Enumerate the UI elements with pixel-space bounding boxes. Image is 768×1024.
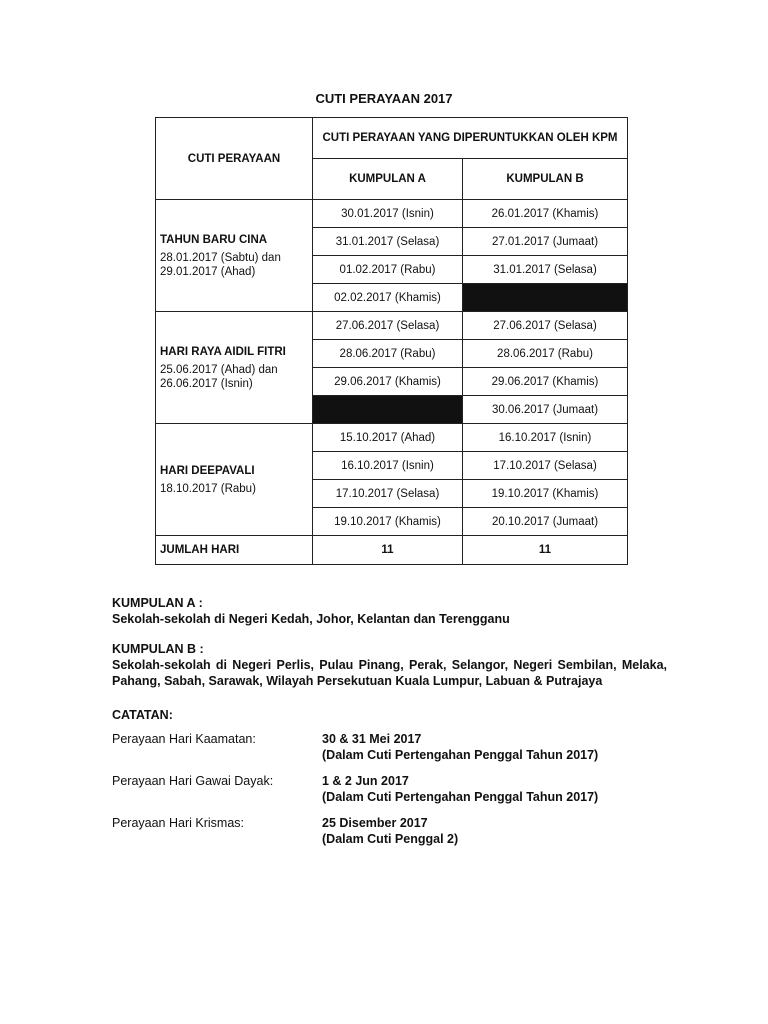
header-group-a: KUMPULAN A xyxy=(313,159,463,200)
date-cell-b: 27.01.2017 (Jumaat) xyxy=(463,228,628,256)
date-cell-b: 16.10.2017 (Isnin) xyxy=(463,424,628,452)
festival-date: 28.01.2017 (Sabtu) dan 29.01.2017 (Ahad) xyxy=(160,251,281,278)
header-group-b: KUMPULAN B xyxy=(463,159,628,200)
catatan-note: (Dalam Cuti Pertengahan Penggal Tahun 2017) xyxy=(322,790,599,804)
holiday-table xyxy=(155,117,628,565)
catatan-item xyxy=(112,731,667,763)
date-cell-a: 17.10.2017 (Selasa) xyxy=(313,480,463,508)
date-cell-b: 19.10.2017 (Khamis) xyxy=(463,480,628,508)
date-cell-a: 31.01.2017 (Selasa) xyxy=(313,228,463,256)
catatan-date: 1 & 2 Jun 2017 xyxy=(322,774,409,788)
table-row xyxy=(156,424,628,452)
date-cell-b: 26.01.2017 (Khamis) xyxy=(463,200,628,228)
date-cell-a: 19.10.2017 (Khamis) xyxy=(313,508,463,536)
group-b-title: KUMPULAN B : xyxy=(112,642,204,656)
festival-cell xyxy=(156,424,313,536)
date-cell-b: 28.06.2017 (Rabu) xyxy=(463,340,628,368)
date-cell-a: 28.06.2017 (Rabu) xyxy=(313,340,463,368)
total-group-b: 11 xyxy=(463,536,628,565)
header-allocated: CUTI PERAYAAN YANG DIPERUNTUKKAN OLEH KPM xyxy=(313,118,628,159)
catatan-item xyxy=(112,815,667,847)
date-cell-a: 01.02.2017 (Rabu) xyxy=(313,256,463,284)
date-cell-a: 15.10.2017 (Ahad) xyxy=(313,424,463,452)
festival-name: TAHUN BARU CINA xyxy=(160,233,268,246)
festival-date: 18.10.2017 (Rabu) xyxy=(160,482,256,495)
catatan-item xyxy=(112,773,667,805)
blocked-cell xyxy=(313,396,463,424)
date-cell-a: 02.02.2017 (Khamis) xyxy=(313,284,463,312)
group-b-text: Sekolah-sekolah di Negeri Perlis, Pulau Pinang, Perak, Selangor, Negeri Sembilan, Melaka, Pahang, Sabah, Sarawak, Wilayah Persekutuan Kuala Lumpur, Labuan & Putrajaya xyxy=(112,658,667,688)
date-cell-a: 27.06.2017 (Selasa) xyxy=(313,312,463,340)
catatan-label: Perayaan Hari Kaamatan: xyxy=(112,732,256,746)
catatan-date: 25 Disember 2017 xyxy=(322,816,428,830)
date-cell-b: 17.10.2017 (Selasa) xyxy=(463,452,628,480)
festival-name: HARI RAYA AIDIL FITRI xyxy=(160,345,286,358)
catatan-label: Perayaan Hari Krismas: xyxy=(112,816,244,830)
group-a-title: KUMPULAN A : xyxy=(112,596,203,610)
catatan-note: (Dalam Cuti Pertengahan Penggal Tahun 2017) xyxy=(322,748,599,762)
total-group-a: 11 xyxy=(313,536,463,565)
catatan-value xyxy=(322,815,667,847)
date-cell-a: 16.10.2017 (Isnin) xyxy=(313,452,463,480)
catatan-date: 30 & 31 Mei 2017 xyxy=(322,732,422,746)
catatan-value xyxy=(322,731,667,763)
group-a-text: Sekolah-sekolah di Negeri Kedah, Johor, Kelantan dan Terengganu xyxy=(112,612,510,626)
table-row xyxy=(156,312,628,340)
date-cell-b: 29.06.2017 (Khamis) xyxy=(463,368,628,396)
table-row xyxy=(156,200,628,228)
notes-section xyxy=(112,595,667,847)
date-cell-a: 30.01.2017 (Isnin) xyxy=(313,200,463,228)
festival-cell xyxy=(156,312,313,424)
date-cell-b: 20.10.2017 (Jumaat) xyxy=(463,508,628,536)
catatan-title: CATATAN: xyxy=(112,708,173,722)
total-label: JUMLAH HARI xyxy=(156,536,313,565)
festival-cell xyxy=(156,200,313,312)
date-cell-a: 29.06.2017 (Khamis) xyxy=(313,368,463,396)
blocked-cell xyxy=(463,284,628,312)
catatan-note: (Dalam Cuti Penggal 2) xyxy=(322,832,459,846)
festival-date: 25.06.2017 (Ahad) dan 26.06.2017 (Isnin) xyxy=(160,363,278,390)
date-cell-b: 31.01.2017 (Selasa) xyxy=(463,256,628,284)
date-cell-b: 27.06.2017 (Selasa) xyxy=(463,312,628,340)
total-row xyxy=(156,536,628,565)
catatan-value xyxy=(322,773,667,805)
page-title: CUTI PERAYAAN 2017 xyxy=(315,91,453,106)
header-festival: CUTI PERAYAAN xyxy=(156,118,313,200)
festival-name: HARI DEEPAVALI xyxy=(160,464,255,477)
date-cell-b: 30.06.2017 (Jumaat) xyxy=(463,396,628,424)
catatan-label: Perayaan Hari Gawai Dayak: xyxy=(112,774,274,788)
